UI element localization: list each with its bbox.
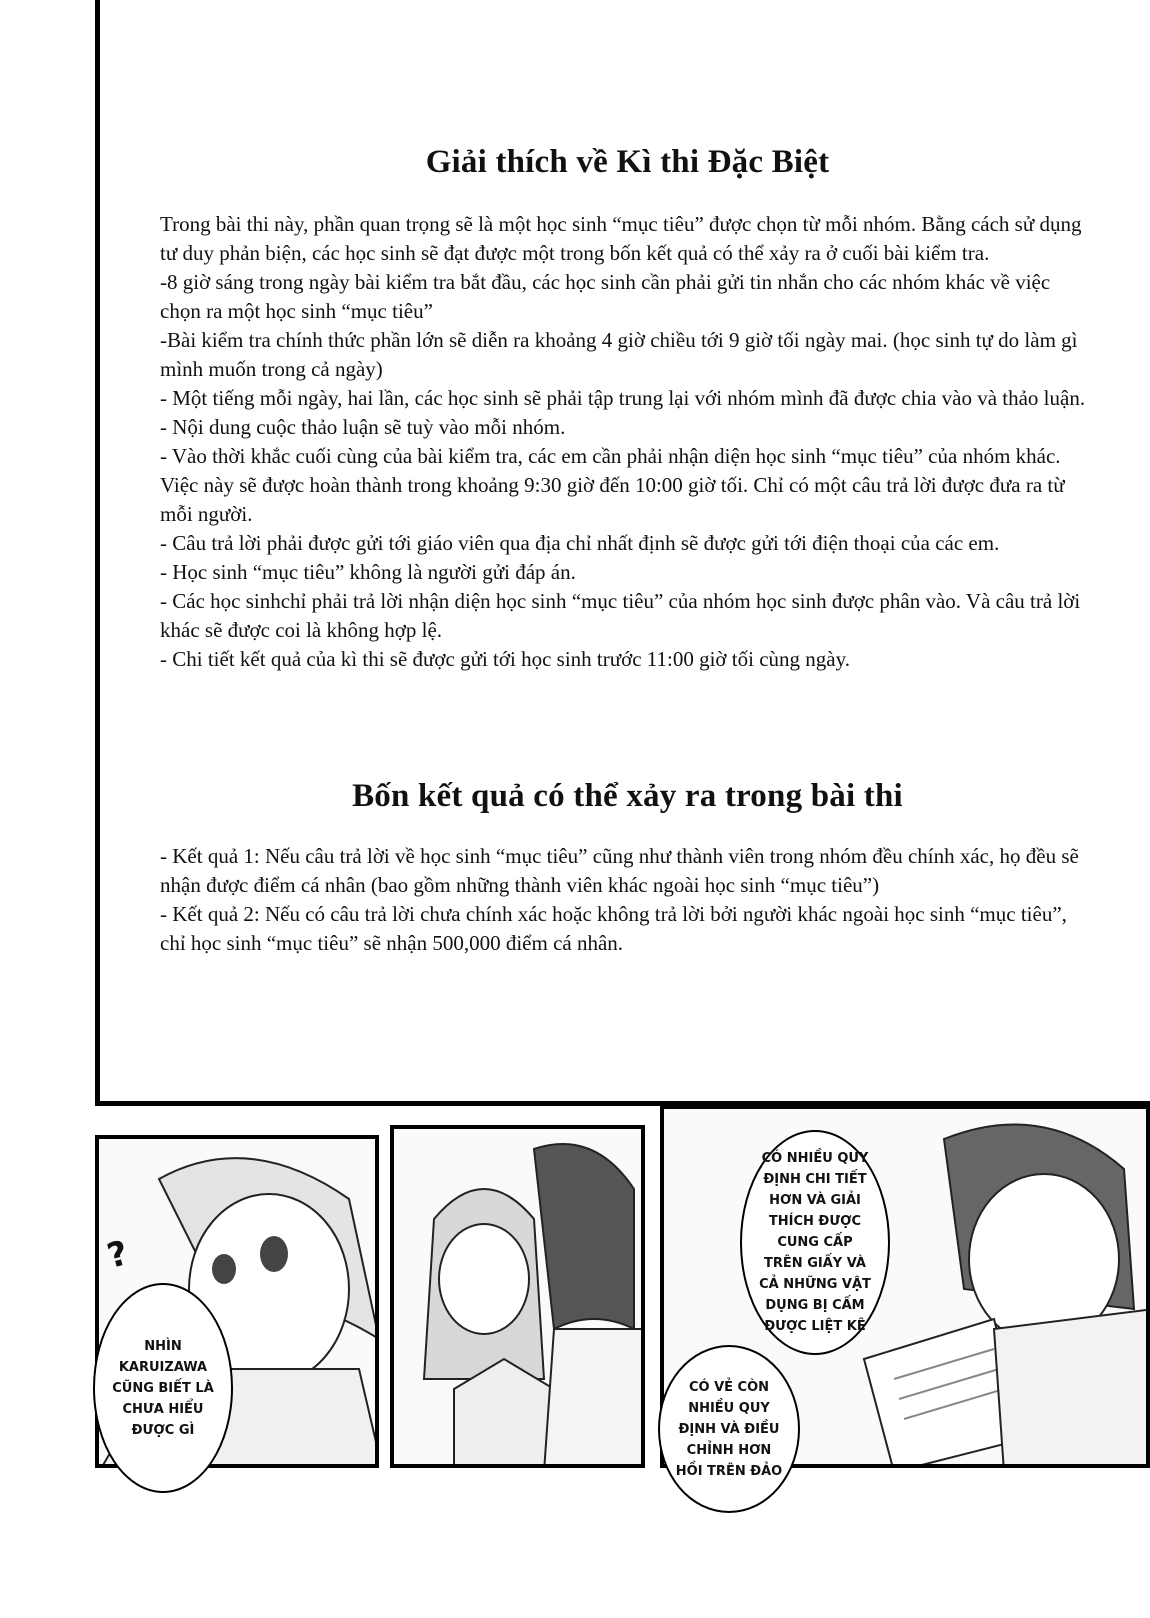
speech-text: CÓ VẺ CÒN NHIỀU QUY ĐỊNH VÀ ĐIỀU CHỈNH HƠN HỒI TRÊN ĐẢO (675, 1379, 783, 1479)
paragraph: Trong bài thi này, phần quan trọng sẽ là một học sinh “mục tiêu” được chọn từ mỗi nhóm. Bằng cách sử dụng tư duy phản biện, các học sinh sẽ đạt được một trong bốn kết quả có thể xảy ra ở cuối bài kiểm tra. (160, 212, 1082, 265)
speech-text: NHÌN KARUIZAWA CŨNG BIẾT LÀ CHƯA HIỂU ĐƯỢC GÌ (112, 1338, 214, 1438)
paragraph: - Học sinh “mục tiêu” không là người gửi đáp án. (160, 560, 576, 584)
paragraph: - Kết quả 2: Nếu có câu trả lời chưa chính xác hoặc không trả lời bởi người khác ngoài học sinh “mục tiêu”, chỉ học sinh “mục tiêu” sẽ nhận 500,000 điểm cá nhân. (160, 902, 1067, 955)
speech-bubble-top-right (740, 1130, 890, 1355)
paragraph: -8 giờ sáng trong ngày bài kiểm tra bắt đầu, các học sinh cần phải gửi tin nhắn cho các nhóm khác về việc chọn ra một học sinh “mục tiêu” (160, 270, 1051, 323)
panel-two-students (390, 1125, 645, 1468)
paragraph: - Vào thời khắc cuối cùng của bài kiểm tra, các em cần phải nhận diện học sinh “mục tiêu” của nhóm khác. Việc này sẽ được hoàn thành trong khoảng 9:30 giờ đến 10:00 giờ tối. Chỉ có một câu trả lời được đưa ra từ mỗi người. (160, 444, 1065, 526)
text-panel (95, 0, 1150, 1106)
paragraph: - Các học sinhchỉ phải trả lời nhận diện học sinh “mục tiêu” của nhóm học sinh được phân vào. Và câu trả lời khác sẽ được coi là không hợp lệ. (160, 589, 1081, 642)
outcomes-body (160, 842, 1090, 958)
speech-bubble-left (93, 1283, 233, 1493)
paragraph: - Chi tiết kết quả của kì thi sẽ được gửi tới học sinh trước 11:00 giờ tối cùng ngày. (160, 647, 850, 671)
section-title-explanation: Giải thích về Kì thi Đặc Biệt (425, 144, 830, 180)
paragraph: - Nội dung cuộc thảo luận sẽ tuỳ vào mỗi nhóm. (160, 415, 566, 439)
explanation-body (160, 210, 1090, 674)
paragraph: -Bài kiểm tra chính thức phần lớn sẽ diễn ra khoảng 4 giờ chiều tới 9 giờ tối ngày mai. (học sinh tự do làm gì mình muốn trong cả ngày) (160, 328, 1078, 381)
speech-bubble-bottom-right (658, 1345, 800, 1513)
question-mark: ? (103, 1233, 133, 1277)
students-illustration (394, 1129, 645, 1468)
section-title-outcomes: Bốn kết quả có thể xảy ra trong bài thi (352, 778, 903, 814)
paragraph: - Một tiếng mỗi ngày, hai lần, các học sinh sẽ phải tập trung lại với nhóm mình đã được chia vào và thảo luận. (160, 386, 1086, 410)
paragraph: - Câu trả lời phải được gửi tới giáo viên qua địa chỉ nhất định sẽ được gửi tới điện thoại của các em. (160, 531, 1000, 555)
paragraph: - Kết quả 1: Nếu câu trả lời về học sinh “mục tiêu” cũng như thành viên trong nhóm đều chính xác, họ đều sẽ nhận được điểm cá nhân (bao gồm những thành viên khác ngoài học sinh “mục tiêu”) (160, 844, 1079, 897)
speech-text: CÓ NHIỀU QUY ĐỊNH CHI TIẾT HƠN VÀ GIẢI THÍCH ĐƯỢC CUNG CẤP TRÊN GIẤY VÀ CẢ NHỮNG VẬT DỤNG BỊ CẤM ĐƯỢC LIỆT KÊ (759, 1151, 871, 1334)
